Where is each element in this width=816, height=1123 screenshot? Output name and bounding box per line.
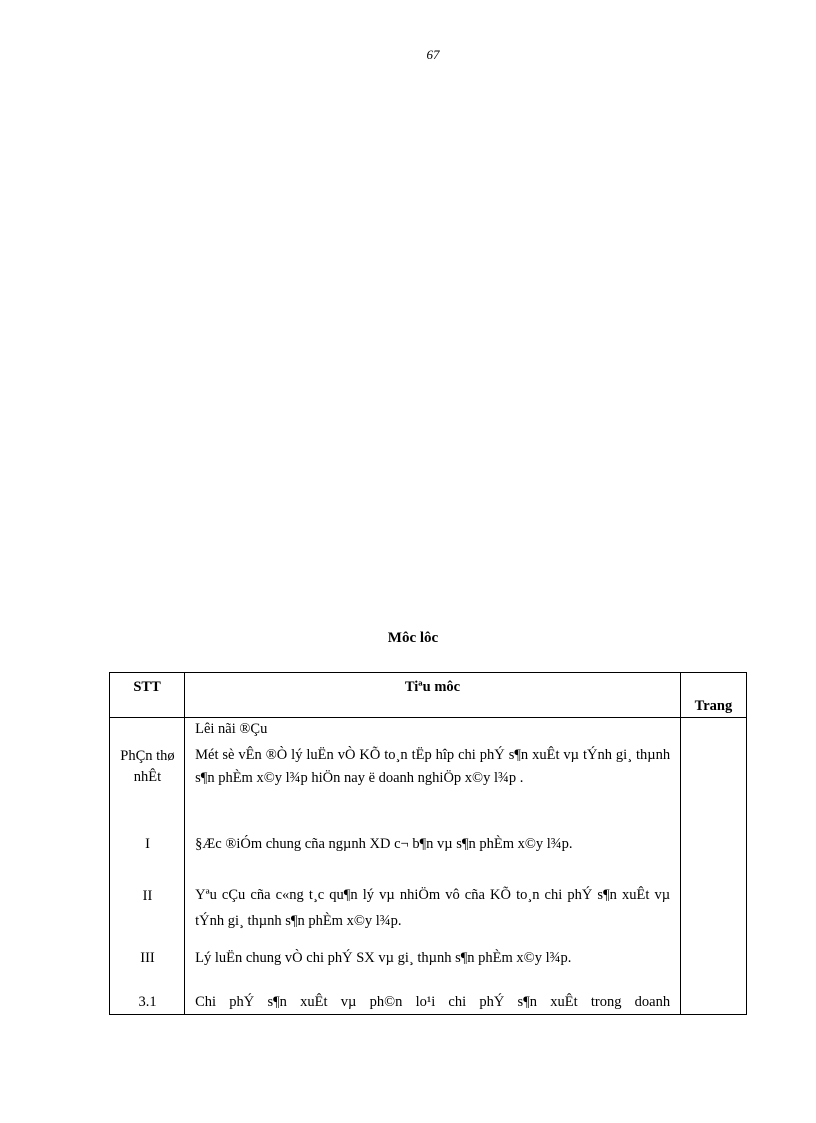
table-row-stt: PhÇn thø nhÊt <box>120 748 175 785</box>
toc-header-row <box>110 673 747 718</box>
page-column <box>680 718 746 1015</box>
table-row-title: Chi phÝ s¶n xuÊt vµ ph©n lo¹i chi phÝ s¶n xuÊt trong doanh <box>195 994 671 1010</box>
header-page: Trang <box>680 673 746 718</box>
table-row-stt: 3.1 <box>138 994 157 1010</box>
title-column <box>185 718 681 1015</box>
header-stt: STT <box>110 673 185 718</box>
toc-table <box>109 672 747 1015</box>
table-row-title: §Æc ®iÓm chung cña ngµnh XD c¬ b¶n vµ s¶n phÈm x©y l¾p. <box>195 836 573 852</box>
page-number: 67 <box>426 47 440 62</box>
table-row-title: Lêi nãi ®Çu <box>195 721 268 737</box>
toc-title: Môc lôc <box>387 630 439 646</box>
header-title: Tiªu môc <box>185 673 681 718</box>
stt-column <box>110 718 185 1015</box>
toc-body-row <box>110 718 747 1015</box>
table-row-stt: I <box>145 836 150 852</box>
table-row-stt: II <box>142 888 153 904</box>
table-row-title: Yªu cÇu cña c«ng t¸c qu¶n lý vµ nhiÖm vô cña KÕ to¸n chi phÝ s¶n xuÊt vµ tÝnh gi¸ thµnh s¶n phÈm x©y l¾p. <box>195 887 671 929</box>
table-row-title: Mét sè vÊn ®Ò lý luËn vÒ KÕ to¸n tËp hîp chi phÝ s¶n xuÊt vµ tÝnh gi¸ thµnh s¶n phÈm x©y l¾p hiÖn nay ë doanh nghiÖp x©y l¾p . <box>195 747 671 786</box>
table-row-stt: III <box>140 950 155 966</box>
table-row-title: Lý luËn chung vÒ chi phÝ SX vµ gi¸ thµnh s¶n phÈm x©y l¾p. <box>195 950 572 966</box>
